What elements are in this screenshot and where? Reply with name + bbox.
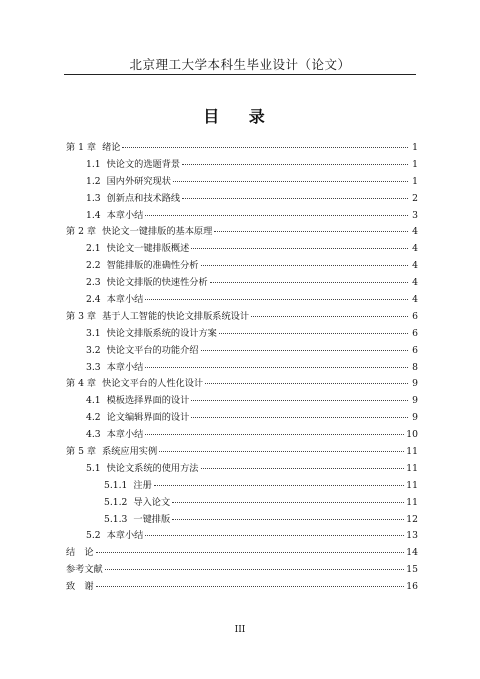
toc-entry[interactable] [66, 562, 418, 579]
toc-dot-leader [205, 383, 408, 384]
toc-entry-number: 5.2 [86, 530, 101, 542]
toc-dot-leader [145, 434, 404, 435]
toc-dot-leader [201, 350, 409, 351]
toc-dot-leader [182, 164, 408, 165]
toc-entry[interactable] [66, 309, 418, 326]
toc-entry[interactable] [66, 495, 418, 512]
toc-entry-page: 4 [412, 277, 418, 289]
toc-entry-number: 第 5 章 [66, 446, 97, 458]
toc-entry-title: 快论文系统的使用方法 [106, 462, 199, 474]
toc-entry-page: 6 [412, 344, 418, 356]
toc-entry-title: 快论文的选题背景 [106, 158, 181, 170]
toc-entry-number: 1.1 [86, 158, 101, 170]
toc-title: 目 录 [203, 107, 277, 126]
toc-entry[interactable] [66, 478, 418, 495]
toc-entry-title: 智能排版的准确性分析 [106, 260, 199, 272]
toc-entry-page: 4 [412, 294, 418, 306]
toc-entry[interactable] [66, 444, 418, 461]
toc-entry-title: 模板选择界面的设计 [106, 395, 190, 407]
toc-entry-page: 2 [412, 192, 418, 204]
toc-entry-number: 5.1.1 [104, 479, 128, 491]
toc-entry-title: 本章小结 [106, 530, 144, 542]
toc-entry-number: 4.2 [86, 412, 101, 424]
toc-entry-number: 第 4 章 [66, 378, 97, 390]
toc-entry-page: 9 [412, 412, 418, 424]
toc-entry[interactable] [66, 512, 418, 529]
toc-entry-page: 9 [412, 378, 418, 390]
toc-entry[interactable] [66, 528, 418, 545]
toc-entry[interactable] [66, 157, 418, 174]
toc-entry-number: 第 1 章 [66, 142, 97, 153]
toc-entry-number: 5.1.2 [104, 496, 128, 508]
toc-entry-title: 本章小结 [106, 361, 144, 373]
toc-entry-number: 第 3 章 [66, 310, 97, 322]
toc-entry-page: 14 [406, 547, 418, 559]
toc-entry[interactable] [66, 326, 418, 343]
toc-entry-page: 6 [412, 327, 418, 339]
toc-dot-leader [172, 502, 404, 503]
toc-entry[interactable] [66, 174, 418, 191]
toc-entry-page: 11 [406, 479, 418, 491]
toc-dot-leader [159, 451, 404, 452]
toc-entry[interactable] [66, 360, 418, 377]
toc-dot-leader [191, 400, 408, 401]
toc-entry-title: 绪论 [102, 142, 121, 153]
toc-dot-leader [251, 316, 408, 317]
toc-entry-title: 导入论文 [133, 496, 171, 508]
toc-entry-page: 3 [412, 209, 418, 221]
toc-entry-page: 4 [412, 243, 418, 255]
toc-entry-number: 2.4 [86, 294, 101, 306]
toc-entry[interactable] [66, 545, 418, 562]
toc-dot-leader [214, 231, 408, 232]
toc-entry-number: 4.1 [86, 395, 101, 407]
toc-entry-page: 9 [412, 395, 418, 407]
toc-entry-title: 快论文排版的快速性分析 [106, 277, 208, 289]
toc-entry-page: 12 [406, 513, 418, 525]
toc-dot-leader [191, 248, 408, 249]
toc-dot-leader [191, 417, 408, 418]
toc-entry[interactable] [66, 410, 418, 427]
toc-entry-page: 10 [406, 429, 418, 441]
toc-dot-leader [173, 181, 408, 182]
toc-dot-leader [145, 299, 408, 300]
toc-entry[interactable] [66, 258, 418, 275]
toc-entry-title: 国内外研究现状 [106, 175, 171, 187]
toc-entry-page: 4 [412, 260, 418, 272]
toc-entry-number: 1.3 [86, 192, 101, 204]
toc-entry-title: 注册 [133, 479, 152, 491]
toc-dot-leader [219, 333, 408, 334]
toc-entry[interactable] [66, 208, 418, 225]
toc-entry[interactable] [66, 275, 418, 292]
toc-dot-leader [96, 586, 405, 587]
toc-dot-leader [210, 282, 408, 283]
table-of-contents [66, 140, 418, 596]
toc-entry-title: 快论文平台的功能介绍 [106, 344, 199, 356]
toc-entry-page: 11 [406, 462, 418, 474]
toc-entry[interactable] [66, 292, 418, 309]
toc-entry[interactable] [66, 343, 418, 360]
toc-entry-number: 2.2 [86, 260, 101, 272]
toc-entry-page: 15 [406, 564, 418, 576]
toc-dot-leader [96, 552, 405, 553]
toc-entry-number: 2.1 [86, 243, 101, 255]
toc-entry-title: 本章小结 [106, 429, 144, 441]
toc-dot-leader [145, 367, 408, 368]
toc-entry-page: 8 [412, 361, 418, 373]
toc-entry-title: 快论文一键排版的基本原理 [102, 226, 213, 238]
toc-entry[interactable] [66, 579, 418, 596]
toc-dot-leader [201, 468, 405, 469]
toc-dot-leader [122, 147, 408, 148]
toc-entry-title: 本章小结 [106, 294, 144, 306]
toc-dot-leader [182, 198, 408, 199]
page-header: 北京理工大学本科生毕业设计（论文） [129, 57, 351, 72]
toc-entry[interactable] [66, 376, 418, 393]
toc-entry-title: 快论文平台的人性化设计 [102, 378, 204, 390]
toc-entry-title: 创新点和技术路线 [106, 192, 181, 204]
toc-entry[interactable] [66, 140, 418, 157]
toc-entry-title: 结 论 [66, 547, 94, 559]
toc-entry-page: 1 [412, 142, 418, 153]
toc-entry-title: 系统应用实例 [102, 446, 158, 458]
toc-entry-title: 基于人工智能的快论文排版系统设计 [102, 310, 250, 322]
toc-entry[interactable] [66, 224, 418, 241]
toc-entry-page: 16 [406, 581, 418, 593]
toc-entry-page: 6 [412, 310, 418, 322]
toc-entry-number: 4.3 [86, 429, 101, 441]
toc-dot-leader [154, 485, 405, 486]
toc-entry-page: 13 [406, 530, 418, 542]
toc-entry-page: 1 [412, 175, 418, 187]
toc-entry[interactable] [66, 427, 418, 444]
toc-dot-leader [145, 215, 408, 216]
toc-entry-page: 1 [412, 158, 418, 170]
toc-entry-page: 11 [406, 446, 418, 458]
toc-entry-number: 3.1 [86, 327, 101, 339]
toc-entry-number: 1.4 [86, 209, 101, 221]
toc-dot-leader [201, 265, 409, 266]
toc-dot-leader [105, 569, 405, 570]
toc-entry-title: 快论文排版系统的设计方案 [106, 327, 217, 339]
toc-dot-leader [145, 535, 404, 536]
toc-entry[interactable] [66, 461, 418, 478]
toc-dot-leader [172, 519, 404, 520]
toc-entry-number: 第 2 章 [66, 226, 97, 238]
toc-entry-title: 论文编辑界面的设计 [106, 412, 190, 424]
toc-entry-title: 致 谢 [66, 581, 94, 593]
toc-entry-number: 1.2 [86, 175, 101, 187]
toc-entry-number: 2.3 [86, 277, 101, 289]
header-rule [64, 74, 416, 75]
toc-entry-page: 11 [406, 496, 418, 508]
toc-entry-number: 3.3 [86, 361, 101, 373]
toc-entry[interactable] [66, 393, 418, 410]
toc-entry-number: 3.2 [86, 344, 101, 356]
toc-entry-title: 一键排版 [133, 513, 171, 525]
toc-entry[interactable] [66, 191, 418, 208]
toc-entry[interactable] [66, 241, 418, 258]
footer-page-number: III [234, 625, 246, 635]
toc-entry-title: 本章小结 [106, 209, 144, 221]
toc-entry-number: 5.1.3 [104, 513, 128, 525]
toc-entry-page: 4 [412, 226, 418, 238]
toc-entry-number: 5.1 [86, 462, 101, 474]
toc-entry-title: 快论文一键排版概述 [106, 243, 190, 255]
toc-entry-title: 参考文献 [66, 564, 103, 576]
